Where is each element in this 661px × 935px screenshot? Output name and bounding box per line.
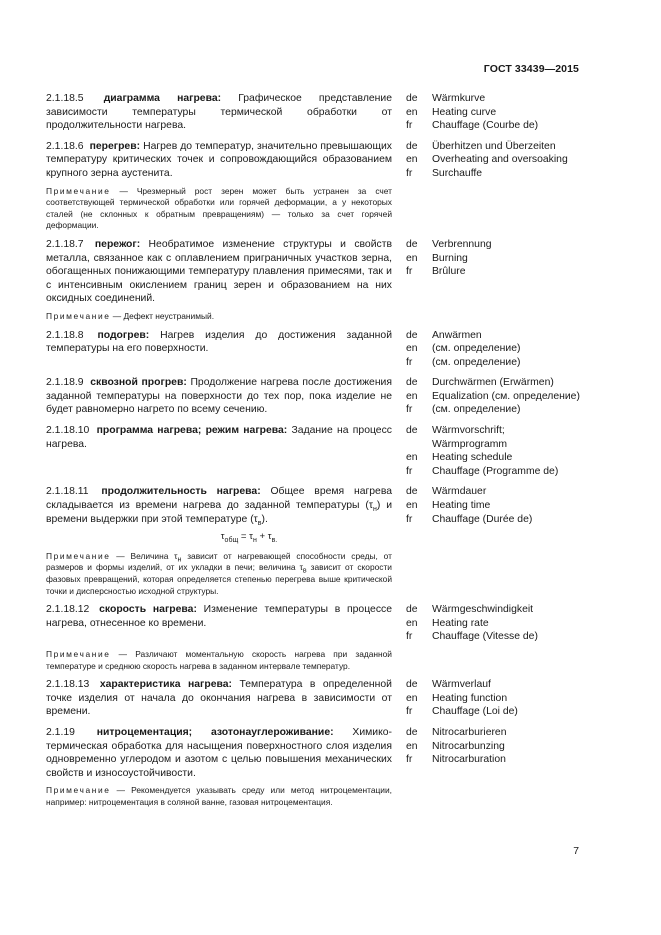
translation-row — [406, 678, 586, 692]
formula-symbol: = τ — [238, 531, 253, 543]
lang-code: de — [406, 93, 418, 104]
note-label: Примечание — [46, 185, 111, 196]
translation-row — [406, 603, 586, 617]
term-entry — [46, 238, 586, 306]
term-entry — [46, 603, 586, 644]
formula-symbol: τ — [220, 531, 225, 543]
term-text: Задание на процесс нагрева. — [46, 425, 392, 450]
note — [46, 551, 392, 597]
term-text: Продолжение нагрева после достижения заданной температуры на поверхности до тех пор, пока изделие не будет равномерно нагрето по всему сечению. — [46, 377, 392, 416]
term-definition — [46, 329, 392, 370]
translation-value: Wärmprogramm — [432, 438, 508, 450]
translation-value: Wärmkurve — [432, 93, 486, 104]
lang-code: en — [406, 617, 418, 629]
lang-code: fr — [406, 356, 413, 368]
term-number: 2.1.18.9 — [46, 377, 84, 389]
term-keyword: подогрев: — [97, 329, 150, 341]
term-entry — [46, 485, 586, 545]
translation-value: Burning — [432, 252, 468, 264]
translations — [406, 678, 586, 719]
term-definition — [46, 238, 392, 306]
term-text: Нагрев до температур, значительно превышающих температуру критических точек и сопровождающийся образованием крупного зерна аустенита. — [46, 140, 392, 179]
translations — [406, 603, 586, 644]
lang-code: fr — [406, 513, 413, 525]
translation-row — [406, 92, 586, 106]
term-number: 2.1.18.8 — [46, 329, 84, 341]
lang-code: de — [406, 377, 418, 389]
subscript: в. — [271, 537, 278, 545]
translation-value: Chauffage (Programme de) — [432, 465, 559, 477]
translation-row — [406, 153, 586, 167]
term-definition — [46, 376, 392, 417]
term-number: 2.1.19 — [46, 726, 75, 738]
term-text: Графическое представление зависимости температуры термической обработки от продолжительности нагрева. — [46, 93, 392, 132]
lang-code — [406, 438, 432, 452]
translations — [406, 329, 586, 370]
term-entry — [46, 726, 586, 780]
term-text: Изменение температуры в процессе нагрева, отнесенное ко времени. — [46, 604, 392, 629]
translation-value: Heating curve — [432, 106, 497, 118]
lang-code: fr — [406, 465, 413, 477]
translation-value: Chauffage (Durée de) — [432, 513, 533, 525]
lang-code: de — [406, 486, 418, 498]
term-number: 2.1.18.7 — [46, 238, 84, 250]
term-definition — [46, 678, 392, 719]
translation-value: (см. определение) — [432, 356, 521, 368]
translation-row — [406, 424, 586, 438]
document-body — [46, 92, 586, 815]
term-keyword: перегрев: — [89, 140, 141, 152]
translations — [406, 140, 586, 181]
term-definition — [46, 140, 392, 181]
term-definition — [46, 485, 392, 545]
term-keyword: нитроцементация; азотонауглероживание: — [96, 726, 334, 738]
note — [46, 311, 392, 323]
translation-value: Heating function — [432, 692, 508, 704]
translation-value: Nitrocarbunzing — [432, 740, 505, 752]
note-text: зависит от нагревающей способности среды, от размеров и формы изделий, от их укладки в печи; величина τ — [46, 550, 392, 573]
note — [46, 785, 392, 808]
lang-code: en — [406, 452, 418, 464]
translations — [406, 238, 586, 306]
translation-row — [406, 376, 586, 390]
lang-code: en — [406, 154, 418, 166]
term-entry — [46, 140, 586, 181]
term-number: 2.1.18.10 — [46, 425, 90, 437]
term-text: Температура в определенной точке изделия от начала до окончания нагрева в зависимости от времени. — [46, 679, 392, 718]
note-text: — Дефект неустранимый. — [110, 310, 215, 321]
translation-row — [406, 753, 586, 767]
term-entry — [46, 678, 586, 719]
lang-code: fr — [406, 706, 413, 718]
term-entry — [46, 92, 586, 133]
lang-code: en — [406, 106, 418, 118]
term-entry — [46, 329, 586, 370]
translation-row — [406, 485, 586, 499]
lang-code: de — [406, 604, 418, 616]
translation-row — [406, 342, 586, 356]
translation-value: Überhitzen und Überzeiten — [432, 140, 556, 152]
translation-row — [406, 167, 586, 181]
lang-code: en — [406, 252, 418, 264]
translation-value: Heating schedule — [432, 452, 513, 464]
translation-row — [406, 119, 586, 133]
translation-row — [406, 705, 586, 719]
term-text: Общее время нагрева складывается из времени нагрева до заданной температуры (τ — [46, 486, 392, 512]
translation-value: Chauffage (Loi de) — [432, 706, 518, 718]
lang-code: fr — [406, 404, 413, 416]
translation-row — [406, 617, 586, 631]
note-text: — Рекомендуется указывать среду или метод нитроцементации, например: нитроцементация в соляной ванне, газовая нитроцементация. — [46, 785, 392, 807]
translation-value: Durchwärmen (Erwärmen) — [432, 377, 554, 389]
lang-code: en — [406, 692, 418, 704]
translations — [406, 726, 586, 780]
lang-code: fr — [406, 167, 413, 179]
note-label: Примечание — [46, 648, 111, 659]
term-keyword: сквозной прогрев: — [90, 377, 187, 389]
translation-value: Nitrocarburation — [432, 754, 506, 766]
term-keyword: продолжительность нагрева: — [101, 486, 261, 498]
translation-row — [406, 238, 586, 252]
translations — [406, 485, 586, 545]
term-number: 2.1.18.13 — [46, 679, 90, 691]
translation-row — [406, 438, 586, 452]
lang-code: de — [406, 140, 418, 152]
term-text: Нагрев изделия до достижения заданной температуры на его поверхности. — [46, 329, 392, 355]
translations — [406, 376, 586, 417]
term-text: ). — [261, 513, 268, 525]
subscript: в — [302, 568, 307, 576]
term-definition — [46, 726, 392, 780]
translation-row — [406, 465, 586, 479]
lang-code: en — [406, 343, 418, 355]
term-keyword: характеристика нагрева: — [99, 679, 232, 691]
translation-value: Surchauffe — [432, 167, 483, 179]
translation-value: Brûlure — [432, 266, 466, 278]
translations — [406, 424, 586, 478]
translation-value: Wärmvorschrift; — [432, 425, 505, 437]
term-definition — [46, 92, 392, 133]
translation-value: Wärmverlauf — [432, 679, 491, 691]
translation-row — [406, 692, 586, 706]
term-entry — [46, 376, 586, 417]
note-text: зависит от скорости фазовых превращений, которая определяется степенью перегрева выше критической точки и дисперсностью исходной структуры. — [46, 562, 392, 596]
term-keyword: пережог: — [94, 238, 141, 250]
lang-code: en — [406, 500, 418, 512]
translation-value: (см. определение) — [432, 343, 521, 355]
translation-row — [406, 390, 586, 404]
translation-value: Heating rate — [432, 617, 489, 629]
translation-row — [406, 106, 586, 120]
note-label: Примечание — [46, 550, 111, 561]
translation-row — [406, 403, 586, 417]
translation-row — [406, 451, 586, 465]
term-text: Необратимое изменение структуры и свойств металла, связанное как с оплавлением приграничных участков зерна, обогащенных понижающими температуру плавления примесями, так и с интенсивным окислением границ зерен и образованием на них оксидных соединений. — [46, 238, 392, 305]
translation-row — [406, 140, 586, 154]
translation-row — [406, 356, 586, 370]
translation-row — [406, 726, 586, 740]
translation-value: Wärmdauer — [432, 486, 487, 498]
term-number: 2.1.18.5 — [46, 93, 84, 104]
translation-row — [406, 265, 586, 279]
lang-code: fr — [406, 120, 413, 132]
term-keyword: диаграмма нагрева: — [103, 93, 222, 104]
lang-code: de — [406, 726, 418, 738]
translation-row — [406, 513, 586, 527]
translations — [406, 92, 586, 133]
term-keyword: программа нагрева; режим нагрева: — [96, 425, 288, 437]
translation-value: Verbrennung — [432, 238, 492, 250]
note-text: — Различают моментальную скорость нагрева при заданной температуре и среднюю скорость нагрева в заданном интервале температур. — [46, 648, 392, 671]
lang-code: fr — [406, 631, 413, 643]
lang-code: de — [406, 679, 418, 691]
note-text: — Величина τ — [110, 550, 178, 561]
subscript: общ — [224, 537, 239, 545]
lang-code: fr — [406, 754, 413, 766]
formula-symbol: + τ — [256, 531, 272, 543]
term-number: 2.1.18.6 — [46, 140, 84, 152]
translation-value: Anwärmen — [432, 329, 482, 341]
translation-row — [406, 499, 586, 513]
translation-value: Nitrocarburieren — [432, 726, 507, 738]
translation-value: Overheating and oversoaking — [432, 154, 568, 166]
translation-value: Chauffage (Courbe de) — [432, 120, 539, 132]
translation-row — [406, 329, 586, 343]
lang-code: en — [406, 390, 418, 402]
subscript: н — [252, 537, 257, 545]
note — [46, 186, 392, 232]
translation-row — [406, 740, 586, 754]
document-header: ГОСТ 33439—2015 — [483, 63, 579, 75]
term-number: 2.1.18.11 — [46, 486, 89, 498]
lang-code: fr — [406, 266, 413, 278]
lang-code: de — [406, 425, 418, 437]
translation-value: (см. определение) — [432, 404, 521, 416]
term-entry — [46, 424, 586, 478]
note-label: Примечание — [46, 785, 111, 796]
translation-value: Heating time — [432, 500, 491, 512]
term-keyword: скорость нагрева: — [99, 604, 197, 616]
term-text: ) и времени выдержки при этой температуре (τ — [46, 500, 393, 525]
formula — [46, 530, 392, 544]
page-number: 7 — [573, 846, 579, 857]
subscript: н — [372, 506, 377, 514]
translation-row — [406, 252, 586, 266]
translation-value: Chauffage (Vitesse de) — [432, 631, 538, 643]
note-label: Примечание — [46, 310, 111, 321]
translation-row — [406, 630, 586, 644]
lang-code: de — [406, 238, 418, 250]
term-number: 2.1.18.12 — [46, 604, 90, 616]
note — [46, 649, 392, 672]
note-text: — Чрезмерный рост зерен может быть устранен за счет соответствующей термической обработки или горячей деформации, а у некоторых сталей (не склонных к обратным превращениям) — только за счет горячей деформации. — [46, 185, 392, 231]
translation-value: Equalization (см. определение) — [432, 390, 580, 402]
lang-code: en — [406, 740, 418, 752]
lang-code: de — [406, 329, 418, 341]
subscript: н — [177, 556, 182, 564]
term-text: Химико-термическая обработка для насыщения поверхностного слоя изделия одновременно углеродом и азотом с целью повышения механических свойств и износоустойчивости. — [46, 726, 393, 779]
translation-value: Wärmgeschwindigkeit — [432, 604, 534, 616]
subscript: в — [257, 519, 262, 527]
term-definition — [46, 424, 392, 478]
term-definition — [46, 603, 392, 644]
